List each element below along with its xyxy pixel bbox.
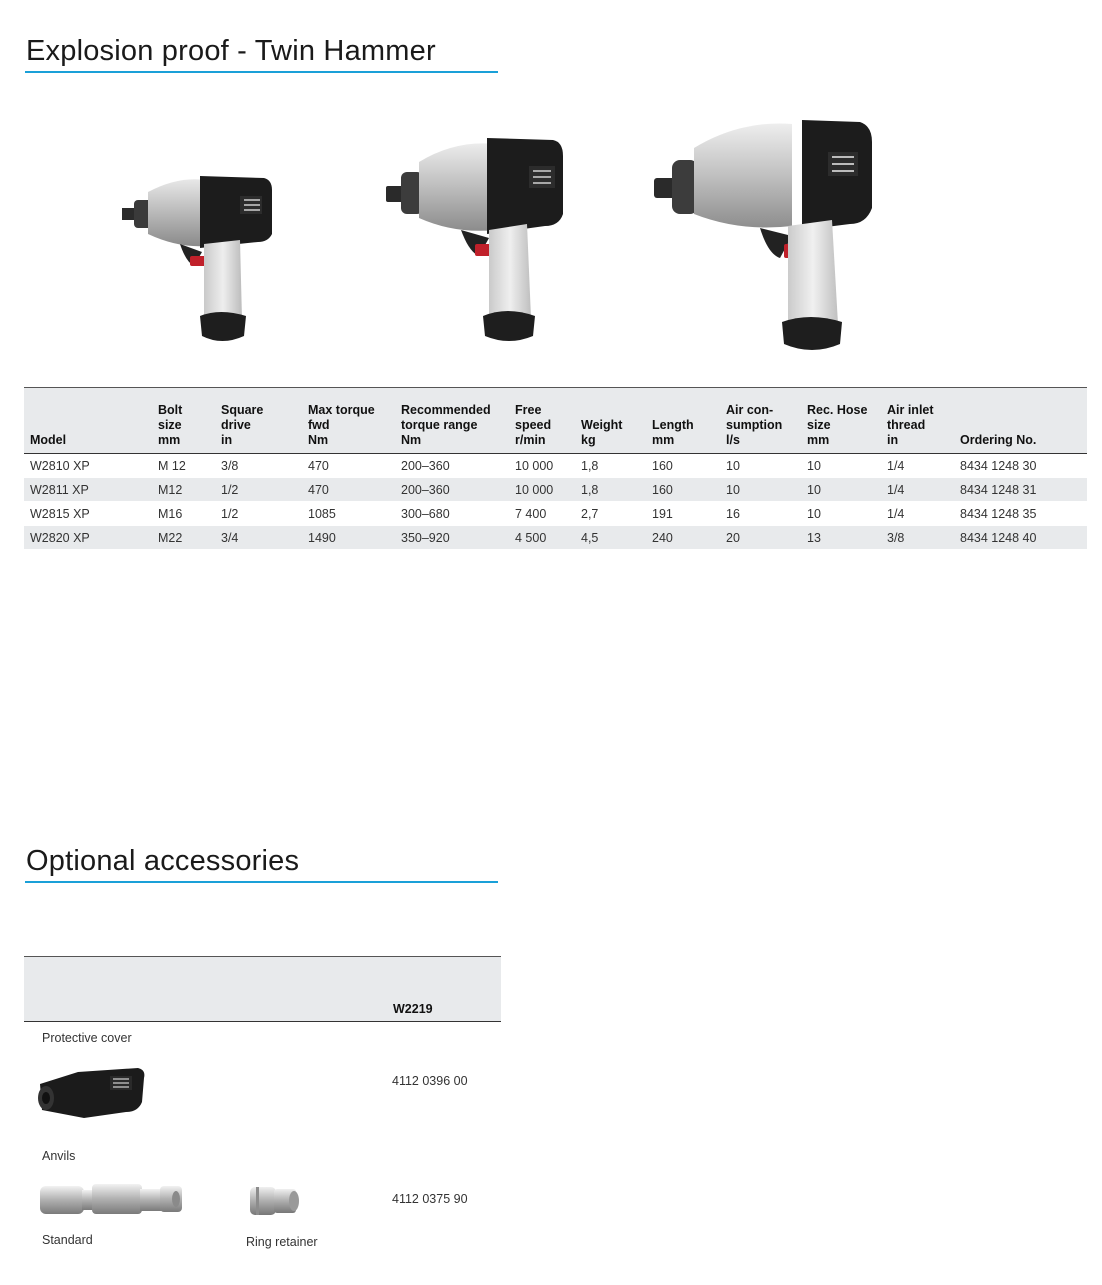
table-cell: 350–920: [401, 530, 450, 545]
table-cell: M22: [158, 530, 183, 545]
table-cell: 200–360: [401, 482, 450, 497]
table-cell: 13: [807, 530, 821, 545]
table-header-row: [24, 388, 1087, 454]
table-cell: 3/8: [887, 530, 905, 545]
table-cell: M 12: [158, 458, 186, 473]
anvil-ring-retainer-label: Ring retainer: [246, 1235, 318, 1249]
column-header-line: sumption: [726, 418, 783, 432]
table-cell: 1085: [308, 506, 336, 521]
protective-cover-ordering-number: 4112 0396 00: [392, 1074, 468, 1088]
column-header: [152, 388, 215, 454]
column-header-line: fwd: [308, 418, 330, 432]
table-cell: 10: [807, 482, 821, 497]
table-cell: 8434 1248 40: [960, 530, 1037, 545]
column-header: [801, 388, 881, 454]
column-header: [215, 388, 302, 454]
table-cell: 1/4: [887, 458, 905, 473]
column-header-line: mm: [807, 433, 830, 447]
table-cell: 8434 1248 30: [960, 458, 1037, 473]
table-cell: 10: [807, 506, 821, 521]
table-cell: 200–360: [401, 458, 450, 473]
table-cell: 1/2: [221, 482, 239, 497]
column-header-line: Recommended: [401, 403, 491, 417]
table-cell: 240: [652, 530, 673, 545]
column-header-line: l/s: [726, 433, 740, 447]
table-cell: W2815 XP: [30, 506, 90, 521]
column-header-line: r/min: [515, 433, 546, 447]
column-header-line: drive: [221, 418, 251, 432]
anvils-label: Anvils: [42, 1149, 76, 1163]
column-header: [575, 388, 646, 454]
column-header-line: torque range: [401, 418, 478, 432]
table-cell: 16: [726, 506, 740, 521]
table-cell: 4 500: [515, 530, 547, 545]
table-cell: W2820 XP: [30, 530, 90, 545]
column-header-line: Ordering No.: [960, 433, 1037, 447]
table-cell: 4,5: [581, 530, 599, 545]
column-header-line: Nm: [401, 433, 422, 447]
anvil-ring-retainer-image: [246, 1181, 304, 1221]
column-header-line: thread: [887, 418, 926, 432]
table-cell: 1,8: [581, 482, 599, 497]
title-underline: [25, 71, 498, 73]
table-cell: W2811 XP: [30, 482, 89, 497]
column-header: [646, 388, 720, 454]
column-header-line: Air con-: [726, 403, 774, 417]
column-header-line: Length: [652, 418, 694, 432]
anvil-standard-label: Standard: [42, 1233, 93, 1247]
table-cell: 300–680: [401, 506, 450, 521]
table-cell: 191: [652, 506, 673, 521]
table-row: [24, 478, 1087, 502]
column-header-line: kg: [581, 433, 596, 447]
table-cell: 1490: [308, 530, 336, 545]
table-cell: W2810 XP: [30, 458, 90, 473]
column-header-line: in: [221, 433, 233, 447]
table-row: [24, 502, 1087, 526]
table-cell: 2,7: [581, 506, 599, 521]
column-header-line: Square: [221, 403, 264, 417]
column-header: [395, 388, 509, 454]
table-cell: 10: [726, 458, 740, 473]
table-row: [24, 526, 1087, 550]
column-header-line: Free: [515, 403, 542, 417]
column-header: [720, 388, 801, 454]
specifications-table: [24, 387, 1087, 550]
impact-wrench-large-image: [652, 116, 876, 356]
accessories-table-header: [24, 956, 501, 1022]
table-cell: M12: [158, 482, 183, 497]
table-cell: 3/8: [221, 458, 239, 473]
column-header-line: size: [158, 418, 182, 432]
column-header: [881, 388, 954, 454]
column-header-line: Model: [30, 433, 67, 447]
column-header-line: Air inlet: [887, 403, 934, 417]
accessories-title: Optional accessories: [26, 845, 300, 877]
table-row: [24, 454, 1087, 478]
anvil-standard-image: [36, 1180, 186, 1220]
table-cell: 3/4: [221, 530, 239, 545]
column-header-line: Rec. Hose: [807, 403, 868, 417]
column-header-line: Nm: [308, 433, 329, 447]
column-header-line: in: [887, 433, 899, 447]
protective-cover-image: [34, 1062, 148, 1122]
column-header-line: Bolt: [158, 403, 183, 417]
column-header: [509, 388, 575, 454]
table-cell: 8434 1248 35: [960, 506, 1037, 521]
impact-wrench-medium-image: [383, 134, 569, 346]
column-header-line: mm: [652, 433, 675, 447]
table-cell: 160: [652, 482, 673, 497]
table-cell: 10: [726, 482, 740, 497]
table-cell: 20: [726, 530, 740, 545]
column-header-line: Max torque: [308, 403, 375, 417]
table-cell: 8434 1248 31: [960, 482, 1037, 497]
table-cell: 10 000: [515, 458, 554, 473]
anvils-ordering-number: 4112 0375 90: [392, 1192, 468, 1206]
table-cell: 1/4: [887, 506, 905, 521]
column-header: [24, 388, 152, 454]
column-header: [954, 388, 1087, 454]
protective-cover-label: Protective cover: [42, 1031, 132, 1045]
table-cell: 1/4: [887, 482, 905, 497]
table-cell: 10: [807, 458, 821, 473]
table-cell: 10 000: [515, 482, 554, 497]
table-cell: 470: [308, 458, 329, 473]
table-cell: 7 400: [515, 506, 547, 521]
table-cell: M16: [158, 506, 183, 521]
table-cell: 470: [308, 482, 329, 497]
accessories-title-underline: [25, 881, 498, 883]
column-header-line: mm: [158, 433, 181, 447]
table-cell: 160: [652, 458, 673, 473]
accessories-column-label: W2219: [393, 1002, 433, 1016]
column-header: [302, 388, 395, 454]
column-header-line: speed: [515, 418, 552, 432]
page-title: Explosion proof - Twin Hammer: [26, 35, 436, 67]
table-cell: 1,8: [581, 458, 599, 473]
column-header-line: Weight: [581, 418, 623, 432]
column-header-line: size: [807, 418, 831, 432]
impact-wrench-small-image: [118, 170, 278, 346]
table-cell: 1/2: [221, 506, 239, 521]
